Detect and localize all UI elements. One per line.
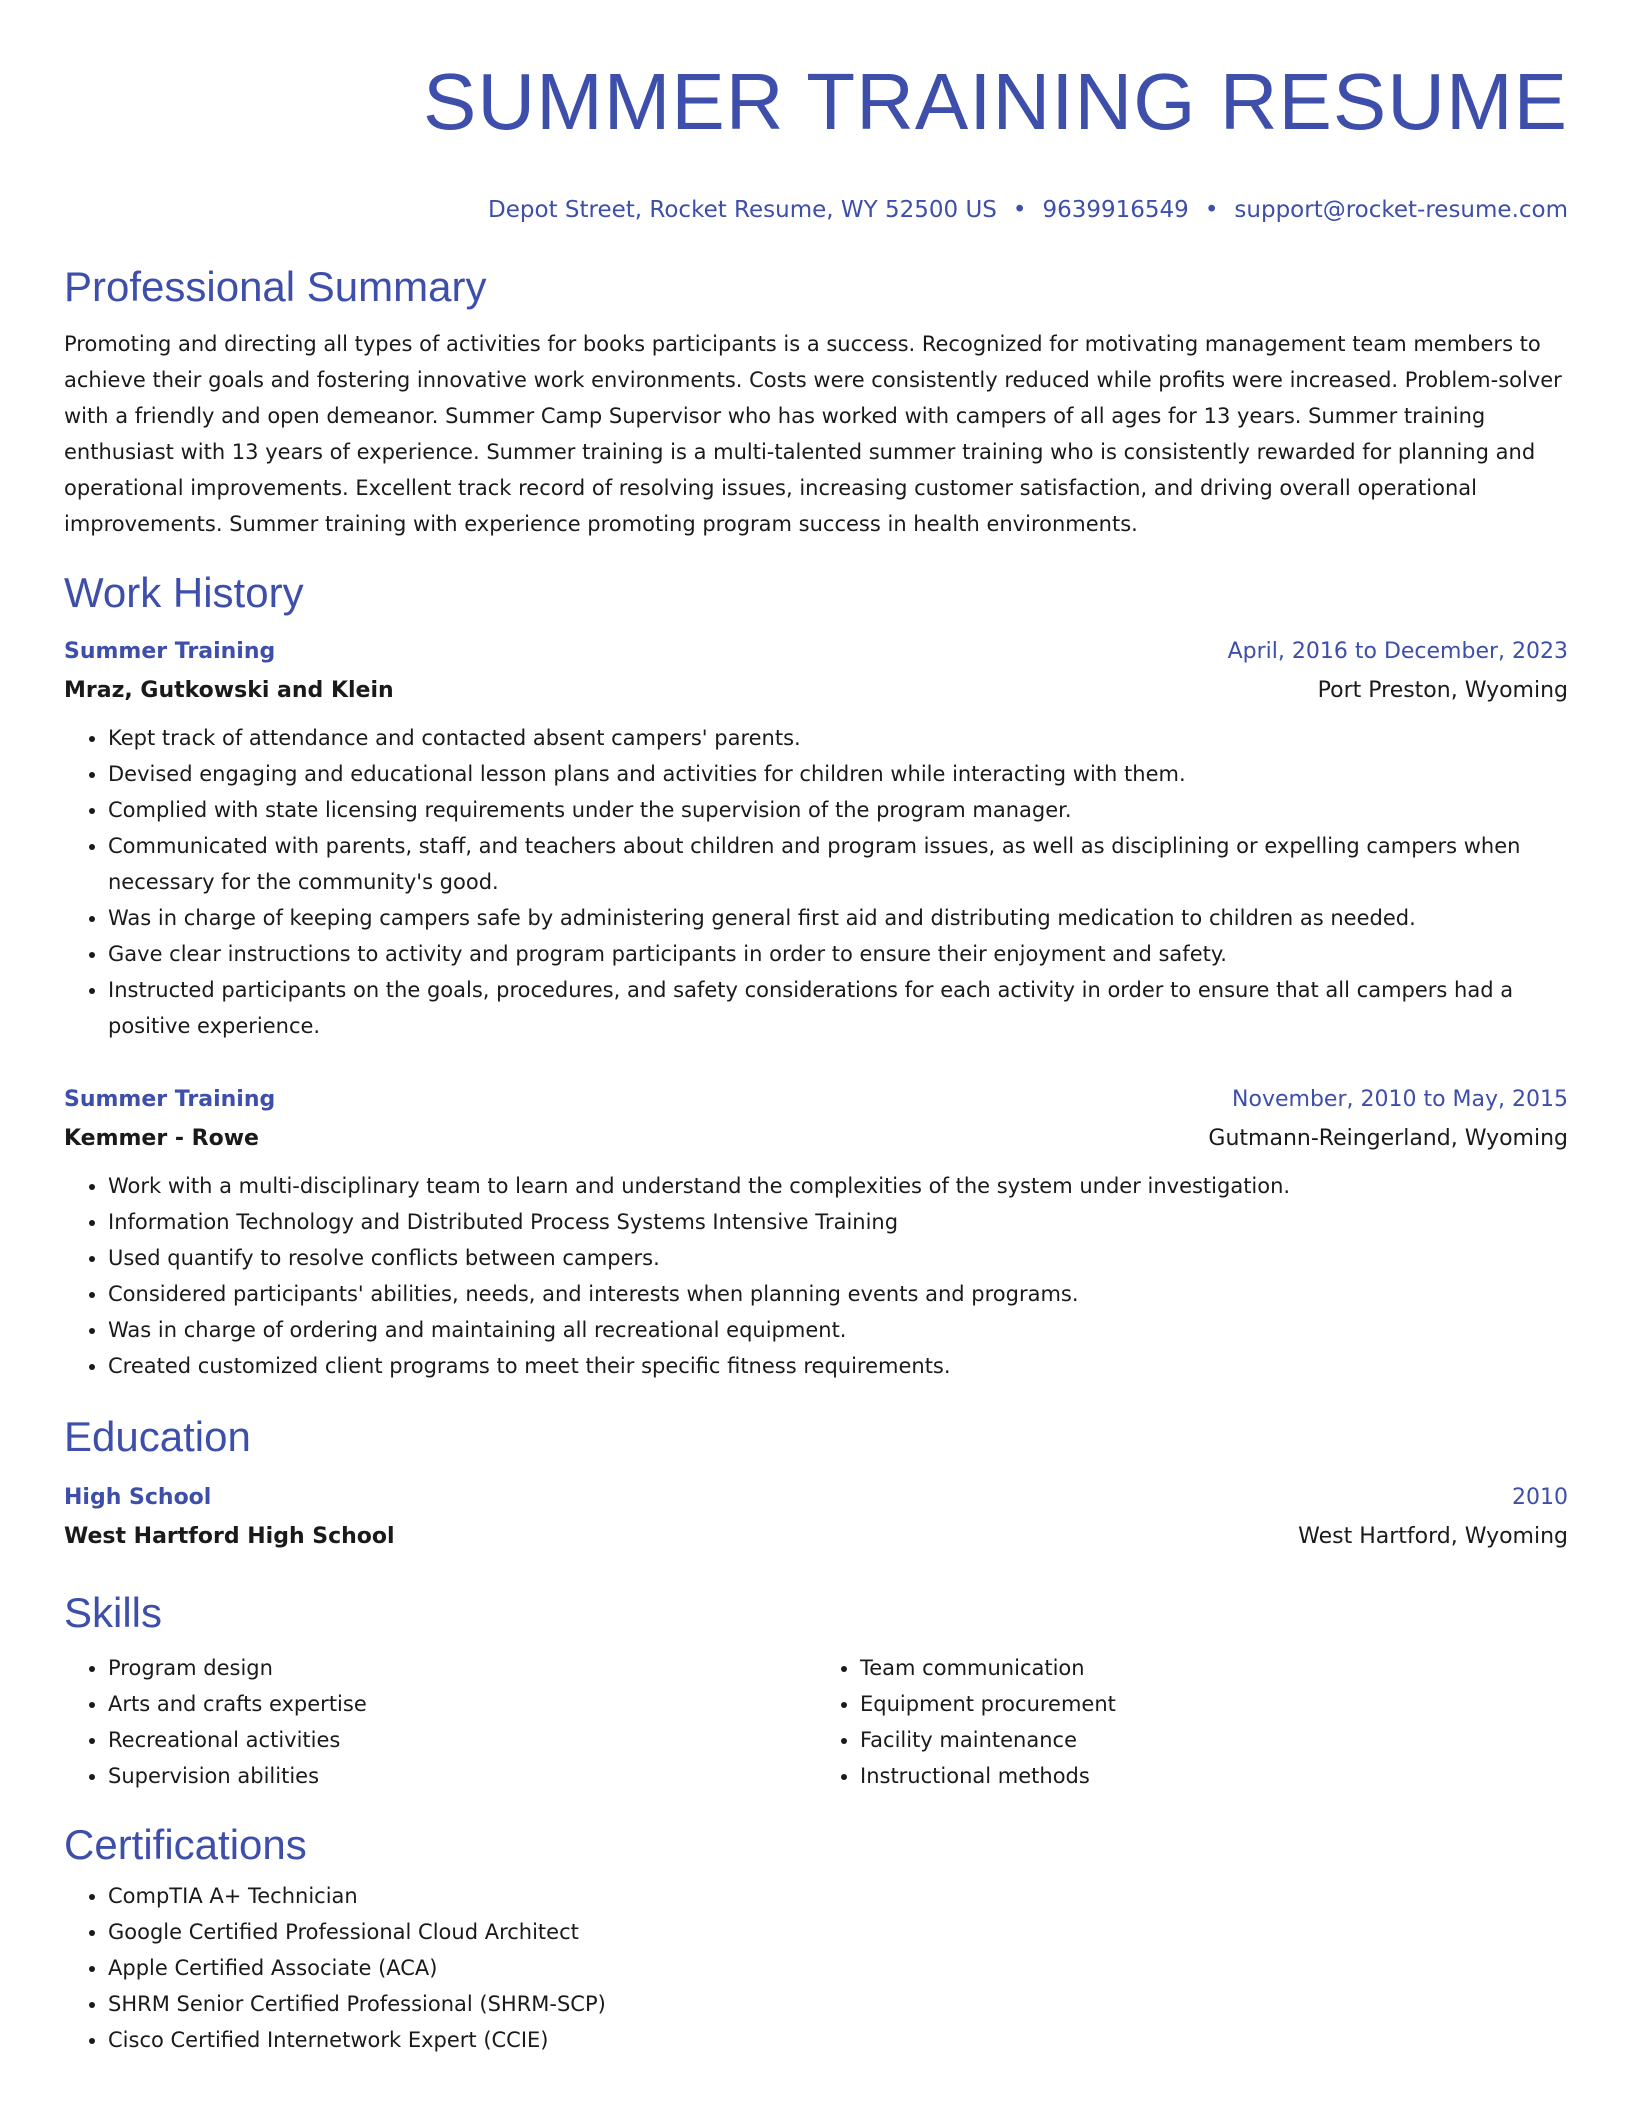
- section-title-skills: Skills: [64, 1589, 163, 1636]
- job-bullet: • Was in charge of ordering and maintaining all recreational equipment.: [108, 1312, 1568, 1348]
- education-location: West Hartford, Wyoming: [1298, 1524, 1568, 1549]
- job-bullet: • Created customized client programs to meet their specific fitness requirements.: [108, 1348, 1568, 1384]
- certifications-list: [64, 1878, 1568, 2058]
- job-role: Summer Training: [64, 1087, 276, 1112]
- skill-item: • Arts and crafts expertise: [108, 1686, 816, 1722]
- job-location: Port Preston, Wyoming: [1317, 678, 1568, 703]
- section-title-certifications: Certifications: [64, 1821, 307, 1868]
- job-bullet: • Information Technology and Distributed Process Systems Intensive Training: [108, 1204, 1568, 1240]
- job-bullet: • Instructed participants on the goals, procedures, and safety considerations for each activity in order to ensure that all campers had a positive experience.: [108, 972, 1568, 1044]
- skill-item: • Equipment procurement: [860, 1686, 1568, 1722]
- skill-item: • Team communication: [860, 1650, 1568, 1686]
- job-company: Kemmer - Rowe: [64, 1126, 259, 1151]
- job-company: Mraz, Gutkowski and Klein: [64, 678, 394, 703]
- education-degree: High School: [64, 1485, 212, 1510]
- contact-email[interactable]: support@rocket-resume.com: [1234, 197, 1568, 223]
- skill-item: • Supervision abilities: [108, 1758, 816, 1794]
- summary-text: Promoting and directing all types of activities for books participants is a success. Recognized for motivating management team members to achieve their goals and fostering innovative work environments. Costs were consistently reduced while profits were increased. Problem-solver with a friendly and open demeanor. Summer Camp Supervisor who has worked with campers of all ages for 13 years. Summer training enthusiast with 13 years of experience. Summer training is a multi-talented summer training who is consistently rewarded for planning and operational improvements. Excellent track record of resolving issues, increasing customer satisfaction, and driving overall operational improvements. Summer training with experience promoting program success in health environments.: [64, 332, 1562, 536]
- job-dates: April, 2016 to December, 2023: [1227, 639, 1568, 664]
- contact-line: [64, 196, 1568, 224]
- job-bullets: [64, 720, 1568, 1044]
- job-entry: [64, 1082, 1568, 1384]
- job-bullet: • Complied with state licensing requirements under the supervision of the program manager.: [108, 792, 1568, 828]
- job-role: Summer Training: [64, 639, 276, 664]
- resume-header: [64, 52, 1568, 224]
- contact-phone: 9639916549: [1042, 197, 1189, 223]
- job-location: Gutmann-Reingerland, Wyoming: [1208, 1126, 1568, 1151]
- section-title-summary: Professional Summary: [64, 263, 487, 310]
- job-bullet: • Work with a multi-disciplinary team to learn and understand the complexities of the system under investigation.: [108, 1168, 1568, 1204]
- skills-column-right: [816, 1650, 1568, 1794]
- certification-item: • Cisco Certified Internetwork Expert (CCIE): [108, 2022, 1568, 2058]
- certification-item: • CompTIA A+ Technician: [108, 1878, 1568, 1914]
- job-dates: November, 2010 to May, 2015: [1232, 1087, 1568, 1112]
- education-school: West Hartford High School: [64, 1524, 395, 1549]
- job-bullet: • Devised engaging and educational lesson plans and activities for children while interacting with them.: [108, 756, 1568, 792]
- resume-name: SUMMER TRAINING RESUME: [422, 57, 1568, 146]
- education-year: 2010: [1512, 1485, 1568, 1510]
- job-bullet: • Kept track of attendance and contacted absent campers' parents.: [108, 720, 1568, 756]
- certification-item: • Google Certified Professional Cloud Architect: [108, 1914, 1568, 1950]
- job-entry: [64, 634, 1568, 1044]
- skills-grid: [64, 1650, 1568, 1794]
- skill-item: • Instructional methods: [860, 1758, 1568, 1794]
- skill-item: • Recreational activities: [108, 1722, 816, 1758]
- skill-item: • Facility maintenance: [860, 1722, 1568, 1758]
- contact-separator: •: [1012, 197, 1027, 223]
- skill-item: • Program design: [108, 1650, 816, 1686]
- section-title-work-history: Work History: [64, 569, 304, 616]
- contact-address: Depot Street, Rocket Resume, WY 52500 US: [488, 197, 997, 223]
- section-title-education: Education: [64, 1413, 251, 1460]
- job-bullet: • Was in charge of keeping campers safe by administering general first aid and distributing medication to children as needed.: [108, 900, 1568, 936]
- job-bullet: • Used quantify to resolve conflicts between campers.: [108, 1240, 1568, 1276]
- certification-item: • Apple Certified Associate (ACA): [108, 1950, 1568, 1986]
- education-entry: [64, 1480, 1568, 1558]
- certification-item: • SHRM Senior Certified Professional (SHRM-SCP): [108, 1986, 1568, 2022]
- contact-separator: •: [1204, 197, 1219, 223]
- job-bullet: • Considered participants' abilities, needs, and interests when planning events and programs.: [108, 1276, 1568, 1312]
- skills-column-left: [64, 1650, 816, 1794]
- job-bullet: • Communicated with parents, staff, and teachers about children and program issues, as well as disciplining or expelling campers when necessary for the community's good.: [108, 828, 1568, 900]
- job-bullets: [64, 1168, 1568, 1384]
- job-bullet: • Gave clear instructions to activity and program participants in order to ensure their enjoyment and safety.: [108, 936, 1568, 972]
